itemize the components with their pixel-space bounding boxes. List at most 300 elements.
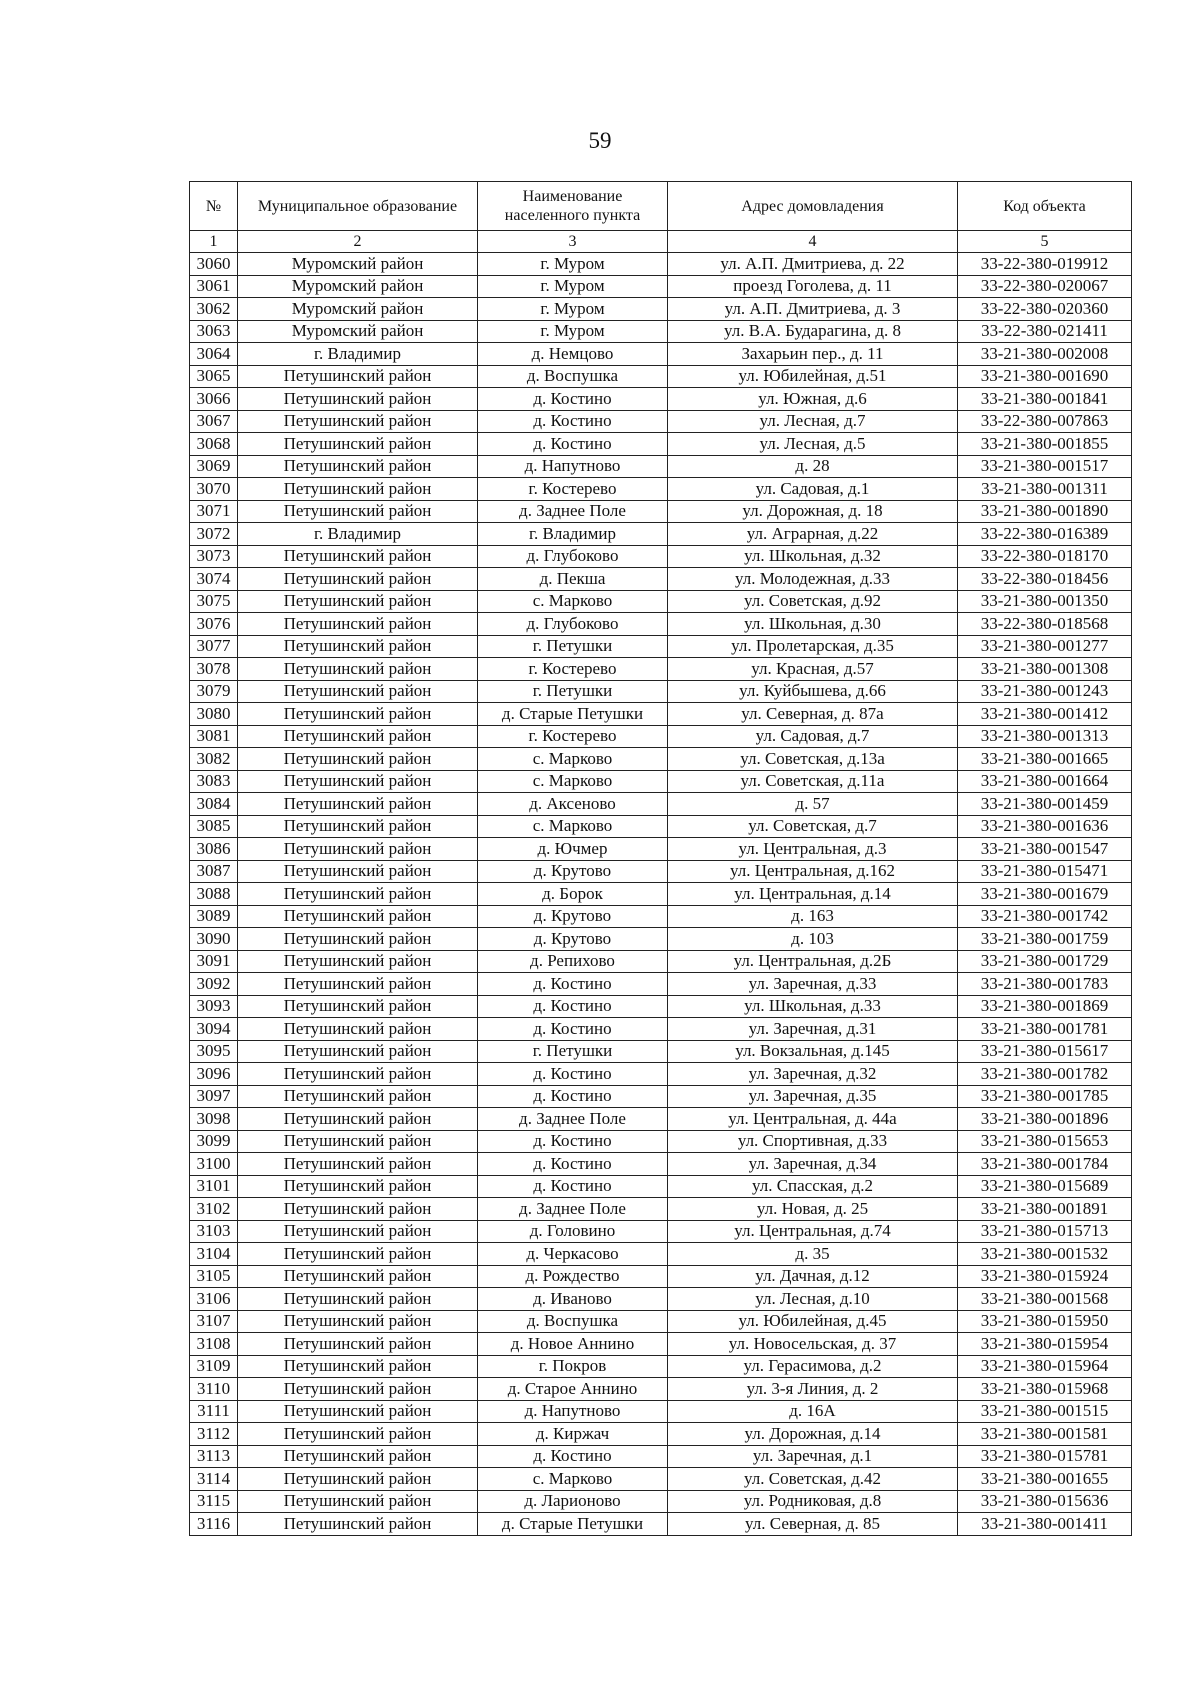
cell-no: 3062 [190, 298, 238, 321]
cell-settlement: г. Муром [478, 253, 668, 276]
cell-address: д. 57 [668, 793, 958, 816]
cell-code: 33-21-380-001547 [958, 838, 1132, 861]
cell-municipality: Петушинский район [238, 1243, 478, 1266]
cell-municipality: Петушинский район [238, 883, 478, 906]
cell-municipality: Петушинский район [238, 680, 478, 703]
cell-no: 3088 [190, 883, 238, 906]
cell-settlement: д. Напутново [478, 455, 668, 478]
cell-code: 33-22-380-020360 [958, 298, 1132, 321]
cell-municipality: Петушинский район [238, 1265, 478, 1288]
cell-settlement: д. Заднее Поле [478, 1108, 668, 1131]
cell-municipality: Петушинский район [238, 568, 478, 591]
cell-municipality: Петушинский район [238, 410, 478, 433]
cell-code: 33-21-380-001890 [958, 500, 1132, 523]
cell-settlement: д. Немцово [478, 343, 668, 366]
column-number: 1 [190, 231, 238, 253]
table-row [190, 995, 1132, 1018]
cell-code: 33-21-380-001532 [958, 1243, 1132, 1266]
cell-no: 3092 [190, 973, 238, 996]
table-row [190, 725, 1132, 748]
cell-settlement: д. Новое Аннино [478, 1333, 668, 1356]
cell-code: 33-21-380-015713 [958, 1220, 1132, 1243]
cell-no: 3085 [190, 815, 238, 838]
cell-address: ул. Вокзальная, д.145 [668, 1040, 958, 1063]
cell-municipality: Петушинский район [238, 703, 478, 726]
table-row [190, 433, 1132, 456]
table-row [190, 635, 1132, 658]
cell-address: д. 103 [668, 928, 958, 951]
cell-municipality: Петушинский район [238, 1220, 478, 1243]
cell-code: 33-21-380-001896 [958, 1108, 1132, 1131]
cell-settlement: д. Головино [478, 1220, 668, 1243]
cell-address: ул. Центральная, д.162 [668, 860, 958, 883]
cell-code: 33-21-380-015653 [958, 1130, 1132, 1153]
table-row [190, 905, 1132, 928]
table-row [190, 1445, 1132, 1468]
table-body [190, 253, 1132, 1536]
cell-settlement: д. Репихово [478, 950, 668, 973]
cell-municipality: Петушинский район [238, 1175, 478, 1198]
cell-address: ул. Аграрная, д.22 [668, 523, 958, 546]
cell-municipality: Петушинский район [238, 1085, 478, 1108]
cell-code: 33-21-380-015781 [958, 1445, 1132, 1468]
cell-address: ул. Садовая, д.1 [668, 478, 958, 501]
table-row [190, 1333, 1132, 1356]
cell-code: 33-21-380-001784 [958, 1153, 1132, 1176]
table-row [190, 365, 1132, 388]
header-settlement: Наименование населенного пункта [478, 182, 668, 231]
column-number-row [190, 231, 1132, 253]
cell-settlement: д. Глубоково [478, 545, 668, 568]
cell-code: 33-21-380-001891 [958, 1198, 1132, 1221]
cell-address: ул. Заречная, д.35 [668, 1085, 958, 1108]
cell-no: 3075 [190, 590, 238, 613]
cell-settlement: д. Воспушка [478, 365, 668, 388]
table-row [190, 410, 1132, 433]
cell-settlement: д. Ючмер [478, 838, 668, 861]
column-number: 3 [478, 231, 668, 253]
cell-code: 33-21-380-015636 [958, 1490, 1132, 1513]
cell-no: 3093 [190, 995, 238, 1018]
cell-settlement: д. Воспушка [478, 1310, 668, 1333]
table-row [190, 1198, 1132, 1221]
table-row [190, 703, 1132, 726]
cell-code: 33-21-380-001665 [958, 748, 1132, 771]
cell-settlement: д. Иваново [478, 1288, 668, 1311]
cell-no: 3090 [190, 928, 238, 951]
cell-address: ул. Лесная, д.7 [668, 410, 958, 433]
cell-code: 33-21-380-001277 [958, 635, 1132, 658]
cell-no: 3061 [190, 275, 238, 298]
cell-no: 3082 [190, 748, 238, 771]
cell-no: 3083 [190, 770, 238, 793]
table-row [190, 590, 1132, 613]
cell-settlement: д. Глубоково [478, 613, 668, 636]
cell-code: 33-21-380-001679 [958, 883, 1132, 906]
cell-address: ул. Спортивная, д.33 [668, 1130, 958, 1153]
cell-code: 33-21-380-001841 [958, 388, 1132, 411]
cell-code: 33-21-380-015964 [958, 1355, 1132, 1378]
cell-address: ул. Центральная, д.3 [668, 838, 958, 861]
cell-settlement: д. Костино [478, 1085, 668, 1108]
cell-municipality: Петушинский район [238, 1490, 478, 1513]
cell-municipality: Петушинский район [238, 1310, 478, 1333]
cell-code: 33-21-380-001781 [958, 1018, 1132, 1041]
table-row [190, 973, 1132, 996]
cell-code: 33-22-380-018568 [958, 613, 1132, 636]
cell-code: 33-21-380-015924 [958, 1265, 1132, 1288]
cell-address: д. 16А [668, 1400, 958, 1423]
cell-municipality: Петушинский район [238, 1153, 478, 1176]
cell-no: 3064 [190, 343, 238, 366]
table-row [190, 1265, 1132, 1288]
cell-no: 3099 [190, 1130, 238, 1153]
cell-address: ул. Заречная, д.33 [668, 973, 958, 996]
cell-municipality: Петушинский район [238, 1108, 478, 1131]
cell-settlement: д. Костино [478, 1153, 668, 1176]
register-table [189, 181, 1132, 1536]
table-header-row [190, 182, 1132, 231]
cell-no: 3112 [190, 1423, 238, 1446]
cell-code: 33-21-380-001581 [958, 1423, 1132, 1446]
cell-no: 3097 [190, 1085, 238, 1108]
cell-settlement: д. Костино [478, 1018, 668, 1041]
cell-address: ул. Школьная, д.32 [668, 545, 958, 568]
cell-settlement: д. Черкасово [478, 1243, 668, 1266]
cell-municipality: Петушинский район [238, 860, 478, 883]
cell-code: 33-21-380-015968 [958, 1378, 1132, 1401]
cell-no: 3074 [190, 568, 238, 591]
cell-settlement: г. Петушки [478, 635, 668, 658]
table-row [190, 928, 1132, 951]
cell-settlement: д. Пекша [478, 568, 668, 591]
cell-municipality: Муромский район [238, 253, 478, 276]
table-row [190, 748, 1132, 771]
cell-code: 33-21-380-001459 [958, 793, 1132, 816]
cell-no: 3100 [190, 1153, 238, 1176]
cell-code: 33-21-380-001308 [958, 658, 1132, 681]
cell-code: 33-21-380-001243 [958, 680, 1132, 703]
cell-settlement: д. Костино [478, 1175, 668, 1198]
cell-code: 33-21-380-015617 [958, 1040, 1132, 1063]
cell-municipality: Муромский район [238, 298, 478, 321]
cell-address: ул. Центральная, д.14 [668, 883, 958, 906]
cell-address: ул. Советская, д.92 [668, 590, 958, 613]
cell-address: д. 28 [668, 455, 958, 478]
cell-no: 3109 [190, 1355, 238, 1378]
cell-settlement: д. Крутово [478, 905, 668, 928]
cell-code: 33-21-380-001783 [958, 973, 1132, 996]
cell-municipality: Петушинский район [238, 748, 478, 771]
table-row [190, 770, 1132, 793]
table-row [190, 1513, 1132, 1536]
cell-no: 3096 [190, 1063, 238, 1086]
cell-address: ул. Советская, д.11а [668, 770, 958, 793]
cell-settlement: г. Костерево [478, 658, 668, 681]
cell-settlement: г. Муром [478, 298, 668, 321]
table-row [190, 1063, 1132, 1086]
table-row [190, 275, 1132, 298]
cell-address: ул. Школьная, д.30 [668, 613, 958, 636]
cell-municipality: Петушинский район [238, 815, 478, 838]
header-no: № [190, 182, 238, 231]
cell-code: 33-21-380-001782 [958, 1063, 1132, 1086]
cell-settlement: д. Ларионово [478, 1490, 668, 1513]
table-row [190, 1490, 1132, 1513]
cell-settlement: д. Крутово [478, 928, 668, 951]
cell-no: 3095 [190, 1040, 238, 1063]
cell-municipality: Петушинский район [238, 500, 478, 523]
table-row [190, 658, 1132, 681]
table-row [190, 1108, 1132, 1131]
cell-code: 33-22-380-021411 [958, 320, 1132, 343]
cell-municipality: Петушинский район [238, 1468, 478, 1491]
cell-settlement: д. Костино [478, 1063, 668, 1086]
cell-code: 33-21-380-001759 [958, 928, 1132, 951]
cell-no: 3091 [190, 950, 238, 973]
cell-no: 3067 [190, 410, 238, 433]
cell-address: ул. Советская, д.42 [668, 1468, 958, 1491]
cell-no: 3084 [190, 793, 238, 816]
cell-settlement: д. Костино [478, 995, 668, 1018]
cell-address: д. 35 [668, 1243, 958, 1266]
cell-address: ул. Лесная, д.10 [668, 1288, 958, 1311]
cell-code: 33-21-380-001313 [958, 725, 1132, 748]
cell-no: 3077 [190, 635, 238, 658]
cell-address: ул. Садовая, д.7 [668, 725, 958, 748]
cell-municipality: Петушинский район [238, 1063, 478, 1086]
cell-address: ул. Лесная, д.5 [668, 433, 958, 456]
cell-municipality: г. Владимир [238, 343, 478, 366]
cell-code: 33-21-380-001664 [958, 770, 1132, 793]
table-row [190, 680, 1132, 703]
cell-municipality: Петушинский район [238, 770, 478, 793]
cell-municipality: Петушинский район [238, 995, 478, 1018]
cell-settlement: г. Костерево [478, 478, 668, 501]
cell-municipality: Петушинский район [238, 658, 478, 681]
cell-address: ул. Спасская, д.2 [668, 1175, 958, 1198]
cell-no: 3098 [190, 1108, 238, 1131]
cell-code: 33-21-380-015689 [958, 1175, 1132, 1198]
cell-code: 33-21-380-015954 [958, 1333, 1132, 1356]
cell-address: ул. Пролетарская, д.35 [668, 635, 958, 658]
cell-municipality: Петушинский район [238, 1423, 478, 1446]
cell-settlement: с. Марково [478, 770, 668, 793]
table-row [190, 568, 1132, 591]
cell-municipality: Петушинский район [238, 388, 478, 411]
cell-no: 3072 [190, 523, 238, 546]
cell-settlement: д. Старое Аннино [478, 1378, 668, 1401]
cell-code: 33-21-380-001855 [958, 433, 1132, 456]
cell-address: ул. Дачная, д.12 [668, 1265, 958, 1288]
cell-no: 3113 [190, 1445, 238, 1468]
cell-code: 33-21-380-001742 [958, 905, 1132, 928]
cell-no: 3102 [190, 1198, 238, 1221]
cell-settlement: д. Костино [478, 1445, 668, 1468]
cell-settlement: д. Крутово [478, 860, 668, 883]
cell-settlement: д. Заднее Поле [478, 500, 668, 523]
cell-settlement: д. Киржач [478, 1423, 668, 1446]
cell-no: 3065 [190, 365, 238, 388]
cell-address: ул. Советская, д.7 [668, 815, 958, 838]
cell-settlement: г. Петушки [478, 680, 668, 703]
cell-address: ул. Родниковая, д.8 [668, 1490, 958, 1513]
cell-municipality: Петушинский район [238, 1513, 478, 1536]
cell-no: 3073 [190, 545, 238, 568]
cell-address: ул. Молодежная, д.33 [668, 568, 958, 591]
cell-code: 33-22-380-016389 [958, 523, 1132, 546]
cell-municipality: Петушинский район [238, 1400, 478, 1423]
cell-address: ул. Юбилейная, д.51 [668, 365, 958, 388]
cell-code: 33-21-380-001785 [958, 1085, 1132, 1108]
cell-municipality: Петушинский район [238, 590, 478, 613]
cell-no: 3071 [190, 500, 238, 523]
cell-settlement: г. Петушки [478, 1040, 668, 1063]
cell-no: 3087 [190, 860, 238, 883]
cell-municipality: Петушинский район [238, 725, 478, 748]
cell-address: Захарьин пер., д. 11 [668, 343, 958, 366]
table-row [190, 500, 1132, 523]
cell-code: 33-22-380-018170 [958, 545, 1132, 568]
table-row [190, 1018, 1132, 1041]
table-row [190, 838, 1132, 861]
table-row [190, 320, 1132, 343]
cell-no: 3116 [190, 1513, 238, 1536]
table-row [190, 815, 1132, 838]
cell-code: 33-21-380-015950 [958, 1310, 1132, 1333]
cell-no: 3103 [190, 1220, 238, 1243]
cell-municipality: Петушинский район [238, 365, 478, 388]
table-row [190, 298, 1132, 321]
cell-municipality: Петушинский район [238, 838, 478, 861]
cell-municipality: Петушинский район [238, 1355, 478, 1378]
cell-settlement: г. Муром [478, 320, 668, 343]
cell-settlement: д. Рождество [478, 1265, 668, 1288]
cell-municipality: Петушинский район [238, 1333, 478, 1356]
cell-address: ул. Заречная, д.34 [668, 1153, 958, 1176]
cell-no: 3060 [190, 253, 238, 276]
cell-code: 33-21-380-001515 [958, 1400, 1132, 1423]
cell-address: ул. А.П. Дмитриева, д. 22 [668, 253, 958, 276]
cell-code: 33-21-380-001411 [958, 1513, 1132, 1536]
cell-code: 33-21-380-015471 [958, 860, 1132, 883]
table-row [190, 1040, 1132, 1063]
cell-code: 33-21-380-001636 [958, 815, 1132, 838]
table-row [190, 1153, 1132, 1176]
cell-settlement: с. Марково [478, 590, 668, 613]
cell-municipality: Петушинский район [238, 928, 478, 951]
column-number: 5 [958, 231, 1132, 253]
cell-municipality: Петушинский район [238, 613, 478, 636]
cell-address: ул. Южная, д.6 [668, 388, 958, 411]
cell-code: 33-21-380-002008 [958, 343, 1132, 366]
cell-code: 33-21-380-001517 [958, 455, 1132, 478]
cell-settlement: д. Старые Петушки [478, 1513, 668, 1536]
table-row [190, 545, 1132, 568]
table-row [190, 1085, 1132, 1108]
cell-municipality: Петушинский район [238, 1445, 478, 1468]
cell-address: ул. Советская, д.13а [668, 748, 958, 771]
cell-no: 3070 [190, 478, 238, 501]
cell-address: ул. Новосельская, д. 37 [668, 1333, 958, 1356]
header-code: Код объекта [958, 182, 1132, 231]
cell-municipality: Петушинский район [238, 635, 478, 658]
cell-settlement: г. Костерево [478, 725, 668, 748]
cell-municipality: Петушинский район [238, 1018, 478, 1041]
table-row [190, 613, 1132, 636]
cell-no: 3110 [190, 1378, 238, 1401]
cell-code: 33-21-380-001350 [958, 590, 1132, 613]
table-row [190, 1130, 1132, 1153]
cell-address: ул. Дорожная, д. 18 [668, 500, 958, 523]
cell-settlement: с. Марково [478, 1468, 668, 1491]
table-row [190, 950, 1132, 973]
cell-address: ул. Центральная, д.2Б [668, 950, 958, 973]
table-row [190, 388, 1132, 411]
cell-no: 3107 [190, 1310, 238, 1333]
cell-code: 33-21-380-001690 [958, 365, 1132, 388]
cell-no: 3080 [190, 703, 238, 726]
cell-address: ул. Заречная, д.32 [668, 1063, 958, 1086]
table-row [190, 1378, 1132, 1401]
page-number: 59 [588, 128, 612, 153]
cell-municipality: Петушинский район [238, 1198, 478, 1221]
cell-settlement: д. Костино [478, 388, 668, 411]
cell-no: 3066 [190, 388, 238, 411]
table-row [190, 1243, 1132, 1266]
cell-municipality: Петушинский район [238, 1130, 478, 1153]
cell-municipality: Петушинский район [238, 973, 478, 996]
cell-settlement: д. Костино [478, 410, 668, 433]
cell-code: 33-21-380-001412 [958, 703, 1132, 726]
cell-no: 3068 [190, 433, 238, 456]
table-row [190, 478, 1132, 501]
table-row [190, 883, 1132, 906]
cell-address: проезд Гоголева, д. 11 [668, 275, 958, 298]
cell-code: 33-22-380-019912 [958, 253, 1132, 276]
cell-no: 3063 [190, 320, 238, 343]
cell-address: ул. Красная, д.57 [668, 658, 958, 681]
cell-address: ул. Заречная, д.1 [668, 1445, 958, 1468]
cell-no: 3079 [190, 680, 238, 703]
cell-address: ул. Новая, д. 25 [668, 1198, 958, 1221]
cell-settlement: г. Муром [478, 275, 668, 298]
cell-settlement: г. Владимир [478, 523, 668, 546]
cell-municipality: Петушинский район [238, 545, 478, 568]
cell-address: ул. Герасимова, д.2 [668, 1355, 958, 1378]
cell-code: 33-21-380-001869 [958, 995, 1132, 1018]
cell-municipality: Петушинский район [238, 1378, 478, 1401]
cell-settlement: с. Марково [478, 815, 668, 838]
cell-settlement: д. Борок [478, 883, 668, 906]
header-municipality: Муниципальное образование [238, 182, 478, 231]
cell-settlement: д. Заднее Поле [478, 1198, 668, 1221]
cell-no: 3094 [190, 1018, 238, 1041]
cell-municipality: Муромский район [238, 275, 478, 298]
cell-no: 3111 [190, 1400, 238, 1423]
table-row [190, 1310, 1132, 1333]
cell-municipality: Петушинский район [238, 950, 478, 973]
cell-municipality: Муромский район [238, 320, 478, 343]
cell-municipality: Петушинский район [238, 455, 478, 478]
cell-code: 33-22-380-018456 [958, 568, 1132, 591]
table-row [190, 455, 1132, 478]
cell-municipality: Петушинский район [238, 905, 478, 928]
cell-municipality: Петушинский район [238, 1288, 478, 1311]
table-row [190, 1423, 1132, 1446]
cell-no: 3104 [190, 1243, 238, 1266]
cell-no: 3101 [190, 1175, 238, 1198]
